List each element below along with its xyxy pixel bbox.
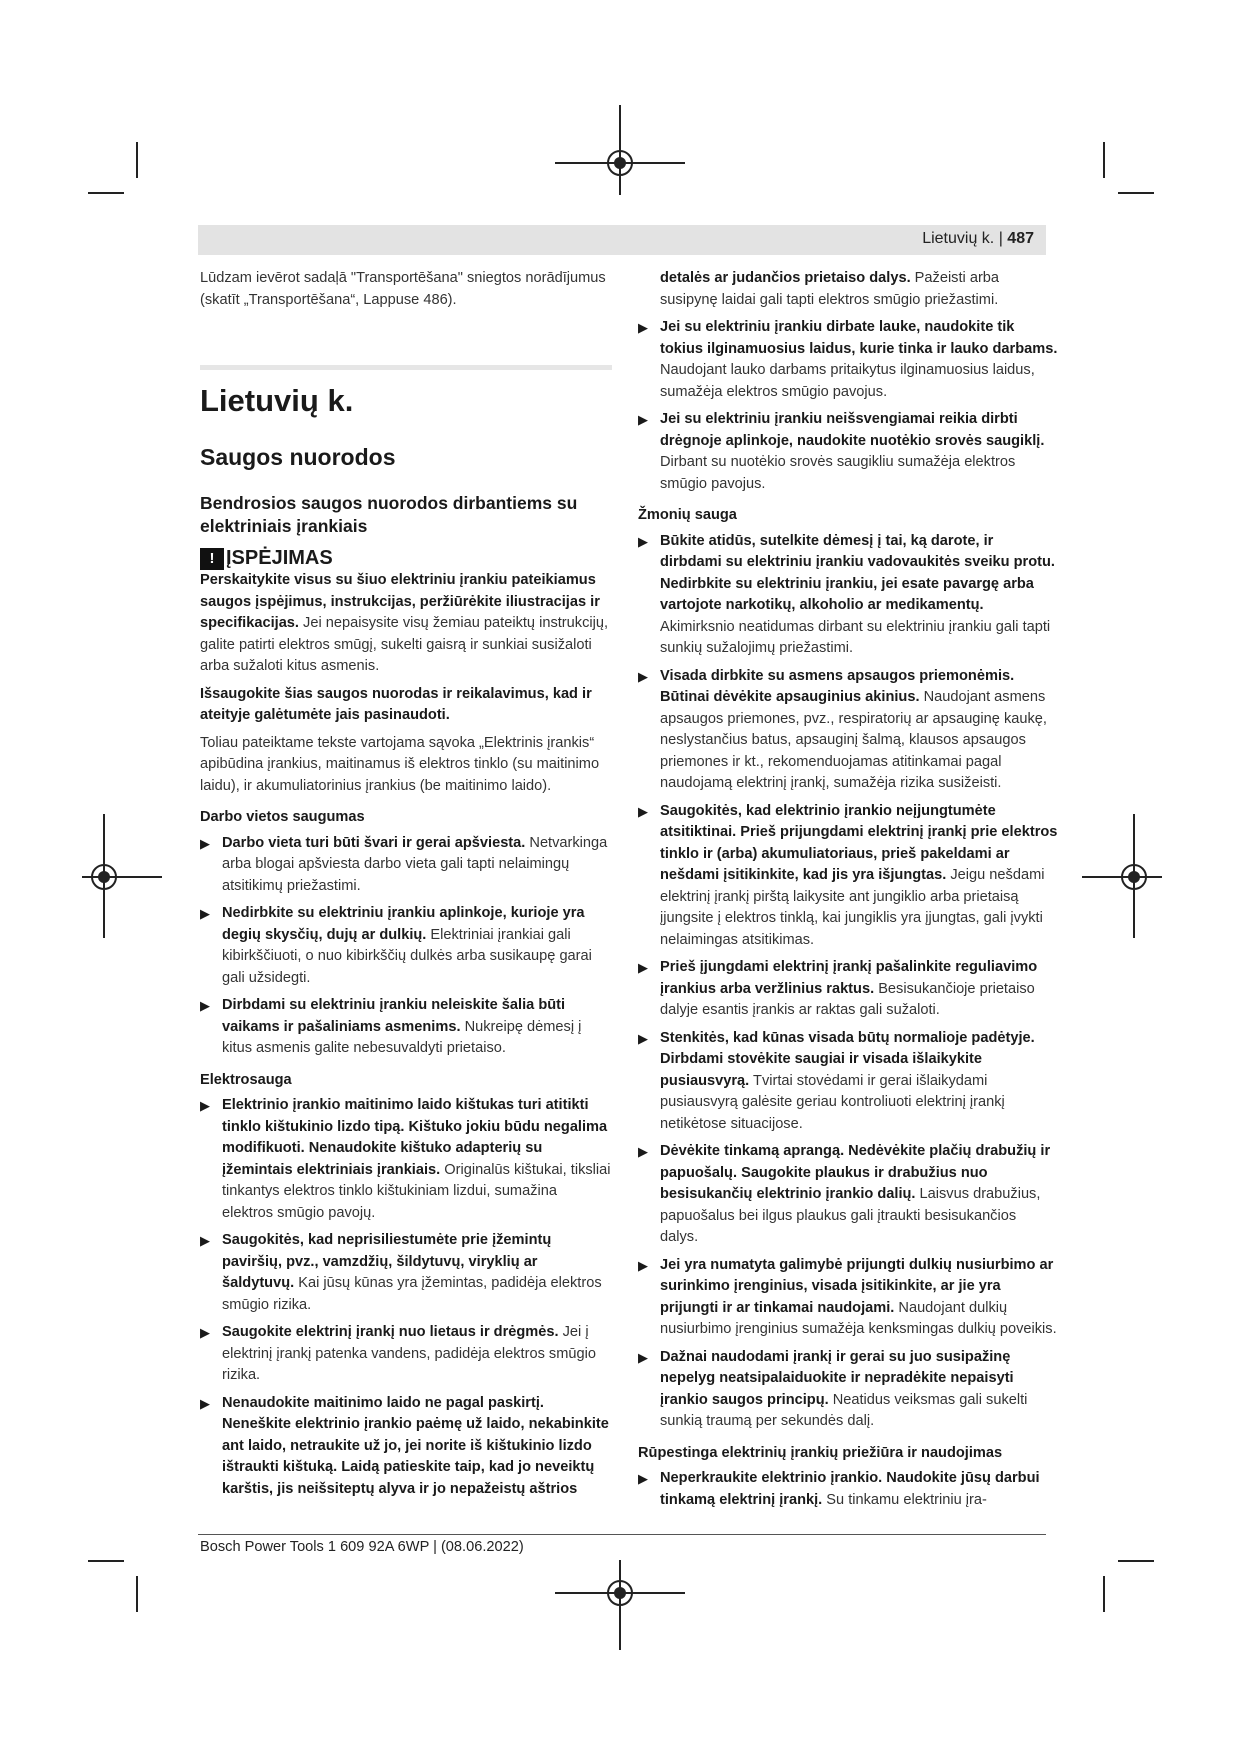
item-bold-text: Jei su elektriniu įrankiu dirbate lauke, naudokite tik tokius ilginamuosius laidus, kurie tinka ir lauko darbams. <box>660 319 1058 357</box>
bullet-arrow-icon: ▶ <box>638 533 648 549</box>
list-item <box>638 957 1058 1022</box>
bullet-arrow-icon: ▶ <box>200 998 210 1013</box>
bullet-arrow-icon: ▶ <box>638 320 648 335</box>
item-bold-text: Darbo vieta turi būti švari ir gerai apšviesta. <box>222 834 526 851</box>
bullet-arrow-icon: ▶ <box>200 1325 210 1340</box>
list-item <box>638 666 1058 795</box>
crop-mark <box>1118 1560 1154 1562</box>
item-text: Akimirksnio neatidumas dirbant su elektriniu įrankiu gali tapti sunkių sužalojimų priežastimi. <box>660 618 1051 656</box>
bullet-arrow-icon: ▶ <box>200 906 210 921</box>
item-text: Naudojant lauko darbams pritaikytus ilginamuosius laidus, sumažėja elektros smūgio pavojus. <box>660 362 1035 400</box>
crop-mark <box>88 192 124 194</box>
registration-mark-icon <box>91 864 117 890</box>
bullet-arrow-icon: ▶ <box>638 1030 648 1046</box>
electrical-list <box>200 1095 612 1500</box>
item-bold-text: Neperkraukite elektrinio įrankio. Naudokite jūsų darbui tinkamą elektrinį įrankį. <box>660 1470 1040 1508</box>
item-bold-text: Saugokite elektrinį įrankį nuo lietaus ir drėgmės. <box>222 1324 559 1340</box>
list-item <box>200 1393 612 1501</box>
intro-text: Lūdzam ievērot sadaļā "Transportēšana" sniegtos norādījumus (skatīt „Transportēšana“, Lappuse 486). <box>200 270 606 308</box>
crop-mark <box>1118 192 1154 194</box>
crop-mark <box>136 142 138 178</box>
item-bold-text: Nedirbkite su elektriniu įrankiu aplinkoje, kurioje yra degių skysčių, dujų ar dulkių. <box>222 905 585 943</box>
work-area-heading: Darbo vietos saugumas <box>200 809 365 825</box>
list-item <box>638 1141 1058 1249</box>
bullet-arrow-icon: ▶ <box>200 1395 210 1411</box>
crop-mark <box>1103 142 1105 178</box>
item-text: Su tinkamu elektriniu įra- <box>822 1491 987 1508</box>
list-item <box>200 833 612 898</box>
item-bold-text: Stenkitės, kad kūnas visada būtų normalioje padėtyje. Dirbdami stovėkite saugiai ir visada išlaikykite pusiausvyrą. <box>660 1029 1035 1089</box>
item-text: Netvarkinga arba blogai apšviesta darbo vieta gali tapti nelaimingų atsitikimų priežastimi. <box>222 834 608 894</box>
bullet-arrow-icon: ▶ <box>638 1144 648 1159</box>
list-item <box>638 1468 1058 1511</box>
continuation-paragraph <box>638 268 1058 311</box>
item-bold-text: Jei su elektriniu įrankiu neišsvengiamai reikia dirbti drėgnoje aplinkoje, naudokite nuotėkio srovės saugiklį. <box>660 411 1045 449</box>
bullet-arrow-icon: ▶ <box>638 803 648 819</box>
list-item <box>200 1095 612 1224</box>
item-bold-text: Visada dirbkite su asmens apsaugos priemonėmis. Būtinai dėvėkite apsauginius akinius. <box>660 667 1015 705</box>
electrical-heading: Elektrosauga <box>200 1071 292 1088</box>
item-text: Dirbant su nuotėkio srovės saugikliu sumažėja elektros smūgio pavojus. <box>660 454 1016 492</box>
page-header <box>198 225 1046 255</box>
item-text: Jei į elektrinį įrankį patenka vandens, padidėja elektros smūgio rizika. <box>222 1324 596 1383</box>
right-column <box>638 268 1058 1517</box>
item-text: Besisukančioje prietaiso dalyje esantis įrankis ar raktas gali sužaloti. <box>660 980 1035 1018</box>
bullet-arrow-icon: ▶ <box>200 835 210 851</box>
header-text: Lietuvių k. | 487 <box>922 230 1034 247</box>
list-item <box>200 903 612 989</box>
bullet-arrow-icon: ▶ <box>638 1471 648 1486</box>
warning-text: Jei nepaisysite visų žemiau pateiktų instrukcijų, galite patirti elektros smūgį, sukelti gaisrą ir sunkiai susižaloti arba sužaloti kitus asmenis. <box>200 615 609 674</box>
bullet-arrow-icon: ▶ <box>200 1098 210 1113</box>
warning-paragraph <box>200 570 612 678</box>
bullet-arrow-icon: ▶ <box>200 1233 210 1248</box>
list-item <box>200 1322 612 1387</box>
page-title: Lietuvių k. <box>200 383 354 418</box>
item-bold-text: Elektrinio įrankio maitinimo laido kištukas turi atitikti tinklo kištukinio lizdo tipą. Kištuko jokiu būdu negalima modifikuoti. Nenaudokite kištuko adapterių su įžemintais elektriniais įrankiais. <box>222 1097 608 1178</box>
item-text: Neatidus veiksmas gali sukelti sunkią traumą per sekundės dalį. <box>660 1391 1028 1429</box>
term-definition: Toliau pateiktame tekste vartojama sąvoka „Elektrinis įrankis“ apibūdina įrankius, maitinamus iš elektros tinklo (su maitinimo laidu), ir akumuliatorinius įrankius (be maitinimo laido). <box>200 734 600 794</box>
bullet-arrow-icon: ▶ <box>638 412 648 427</box>
crop-mark <box>1103 1576 1105 1612</box>
section-divider <box>200 365 612 370</box>
list-item <box>638 1028 1058 1136</box>
item-bold-text: Nenaudokite maitinimo laido ne pagal paskirtį. Neneškite elektrinio įrankio paėmę už laido, nekabinkite ant laido, netraukite už jo, jei norite iš kištukinio lizdo ištraukti kištuką. Laidą patieskite taip, kad jo neveiktų karštis, jis neišsiteptų alyva ir jo nepažeistų aštrios <box>222 1394 609 1497</box>
item-bold-text: Saugokitės, kad neprisiliestumėte prie įžemintų paviršių, pvz., vamzdžių, šildytuvų, viryklių ar šaldytuvų. <box>222 1232 552 1291</box>
item-bold-text: Būkite atidūs, sutelkite dėmesį į tai, ką darote, ir dirbdami su elektriniu įrankiu vadovaukitės sveiku protu. Nedirbkite su elektriniu įrankiu, jei esate pavargę arba vartojote narkotikų, alkoholio ar medikamentų. <box>660 532 1055 613</box>
continuation-bold: detalės ar judančios prietaiso dalys. <box>660 270 911 286</box>
tool-care-heading: Rūpestinga elektrinių įrankių priežiūra ir naudojimas <box>638 1444 1003 1461</box>
list-item <box>638 317 1058 403</box>
item-bold-text: Prieš įjungdami elektrinį įrankį pašalinkite reguliavimo įrankius arba veržlinius raktus. <box>660 959 1038 997</box>
item-text: Naudojant dulkių nusiurbimo įrenginius sumažėja kenksmingas dulkių poveikis. <box>660 1299 1057 1337</box>
footer-text: Bosch Power Tools 1 609 92A 6WP | (08.06.2022) <box>200 1539 524 1555</box>
continuation-text: Pažeisti arba susipynę laidai gali tapti elektros smūgio priežastimi. <box>660 270 1000 308</box>
item-text: Laisvus drabužius, papuošalus bei ilgus plaukus gali įtraukti besisukančios dalys. <box>660 1186 1041 1245</box>
list-item <box>200 995 612 1060</box>
list-item <box>638 531 1058 660</box>
item-bold-text: Dirbdami su elektriniu įrankiu neleiskite šalia būti vaikams ir pašaliniams asmenims. <box>222 997 566 1035</box>
warning-label-text: ĮSPĖJIMAS <box>226 547 333 570</box>
registration-mark-icon <box>607 1580 633 1606</box>
item-text: Originalūs kištukai, tiksliai tinkantys elektros tinklo kištukiniam lizdui, sumažina elektros smūgio pavojų. <box>222 1161 611 1221</box>
header-section: Lietuvių k. <box>922 230 995 247</box>
list-item <box>638 1347 1058 1433</box>
warning-label <box>200 548 333 570</box>
list-item <box>638 801 1058 952</box>
work-area-list <box>200 833 612 1060</box>
warning-triangle-icon: ! <box>200 548 224 570</box>
item-text: Naudojant asmens apsaugos priemones, pvz., respiratorių ar apsauginę kaukę, neslystančius batus, apsauginį šalmą, klausos apsaugos priemones ir kt., rekomenduojamas atitinkamai pagal naudojamą elektrinį įrankį, sumažėja rizika susižeisti. <box>660 689 1047 791</box>
tool-care-list <box>638 1468 1058 1511</box>
item-text: Nukreipę dėmesį į kitus asmenis galite nebesuvaldyti prietaiso. <box>222 1018 582 1056</box>
footer-rule <box>198 1534 1046 1535</box>
bullet-arrow-icon: ▶ <box>638 1257 648 1273</box>
bullet-arrow-icon: ▶ <box>638 960 648 975</box>
registration-mark-icon <box>607 150 633 176</box>
item-bold-text: Saugokitės, kad elektrinio įrankio neįjungtumėte atsitiktinai. Prieš prijungdami elektrinį įrankį prie elektros tinklo ir (arba) akumuliatoriaus, prieš pakeldami ar nešdami įsitikinkite, kad jis yra išjungtas. <box>660 802 1058 883</box>
item-text: Tvirtai stovėdami ir gerai išlaikydami pusiausvyrą galėsite geriau kontroliuoti elektrinį įrankį netikėtose situacijose. <box>660 1072 1005 1132</box>
item-bold-text: Dažnai naudodami įrankį ir gerai su juo susipažinę nepelyg neatsipalaiduokite ir nepradėkite nepaisyti įrankio saugos principų. <box>660 1348 1014 1408</box>
warning-bold: Perskaitykite visus su šiuo elektriniu įrankiu pateikiamus saugos įspėjimus, instrukcijas, peržiūrėkite iliustracijas ir specifikacijas. <box>200 572 600 631</box>
crop-mark <box>136 1576 138 1612</box>
electrical-list-continued <box>638 317 1058 495</box>
personal-safety-list <box>638 531 1058 1433</box>
section-title: Saugos nuorodos <box>200 444 396 470</box>
item-text: Kai jūsų kūnas yra įžemintas, padidėja elektros smūgio rizika. <box>222 1275 602 1313</box>
list-item <box>638 409 1058 495</box>
page-number: 487 <box>1007 230 1034 247</box>
keep-instructions: Išsaugokite šias saugos nuorodas ir reikalavimus, kad ir ateityje galėtumėte jais pasinaudoti. <box>200 685 592 723</box>
item-text: Elektriniai įrankiai gali kibirkščiuoti, o nuo kibirkščių dulkės arba susikaupę garai gali užsidegti. <box>222 926 592 986</box>
bullet-arrow-icon: ▶ <box>638 668 648 684</box>
list-item <box>200 1230 612 1316</box>
personal-safety-heading: Žmonių sauga <box>638 507 737 523</box>
bullet-arrow-icon: ▶ <box>638 1349 648 1365</box>
item-bold-text: Dėvėkite tinkamą aprangą. Nedėvėkite plačių drabužių ir papuošalų. Saugokite plaukus ir drabužius nuo besisukančių elektrinio įrankio dalių. <box>660 1143 1051 1202</box>
crop-mark <box>88 1560 124 1562</box>
left-column <box>200 268 612 1506</box>
general-safety-heading: Bendrosios saugos nuorodos dirbantiems su elektriniais įrankiais <box>200 493 578 536</box>
item-bold-text: Jei yra numatyta galimybė prijungti dulkių nusiurbimo ar surinkimo įrenginius, visada įsitikinkite, ar jie yra prijungti ir ar tinkamai naudojami. <box>660 1256 1054 1316</box>
item-text: Jeigu nešdami elektrinį įrankį pirštą laikysite ant jungiklio arba prietaisą įjungsite į elektros tinklą, kai jungiklis yra įjungtas, gali įvykti nelaimingas atsitikimas. <box>660 867 1045 948</box>
list-item <box>638 1255 1058 1341</box>
warning-block <box>200 548 612 570</box>
registration-mark-icon <box>1121 864 1147 890</box>
